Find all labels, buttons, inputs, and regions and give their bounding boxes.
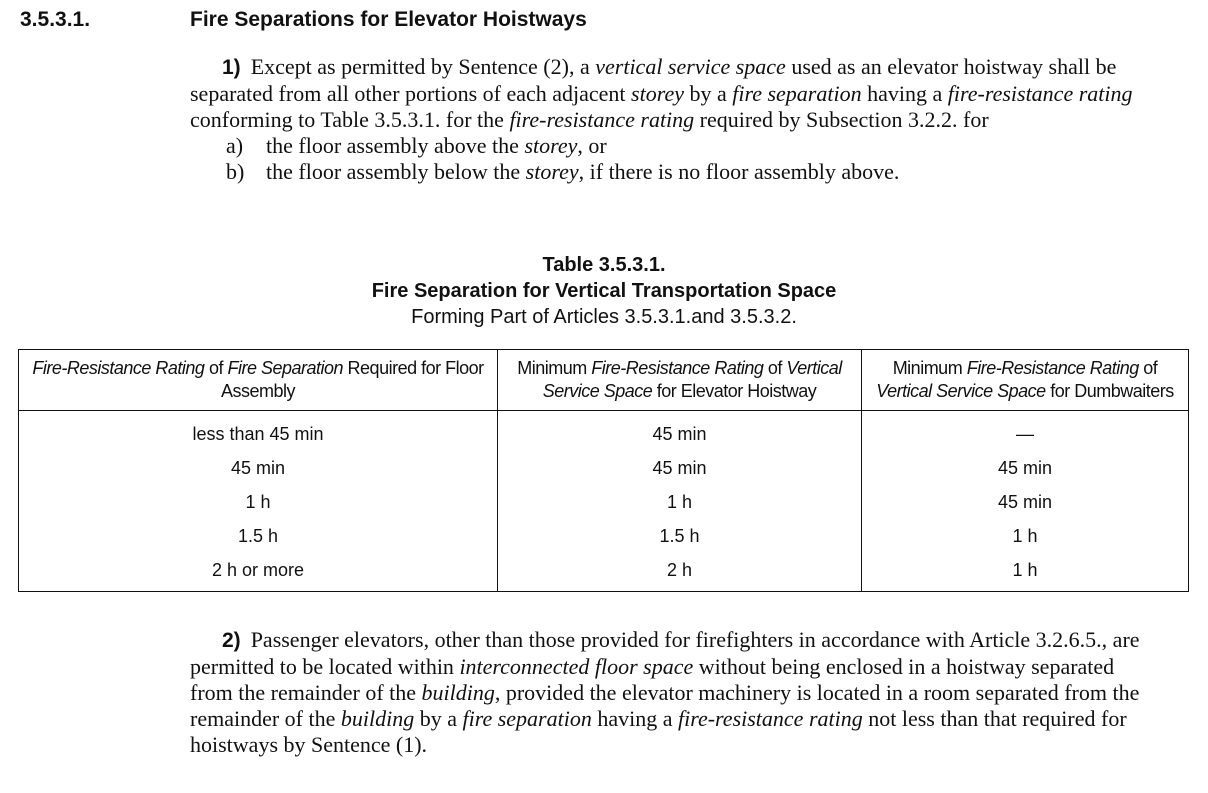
sentence-1-text: by a [683,81,733,106]
fire-separation-table [18,349,1189,592]
column-header-floor-assembly: Fire-Resistance Rating of Fire Separation Required for Floor Assembly [19,350,498,411]
defined-term: storey [525,159,579,184]
sentence-2-text: by a [414,706,463,731]
table-number: Table 3.5.3.1. [542,254,666,276]
sentence-2-text: , provided the elevator machinery is located in a room separated from the remainder of the [190,680,1140,731]
defined-term: fire-resistance rating [947,81,1133,106]
sentence-1-text: conforming to Table 3.5.3.1. for the [190,107,510,132]
sentence-1-text: required by Subsection 3.2.2. for [694,107,989,132]
table-cell: 1 h [862,519,1189,553]
table-cell: — [862,411,1189,452]
table-row [19,411,1189,452]
sentence-2-text: not less than that required for hoistways by Sentence (1). [190,706,1127,757]
clause-b-letter: b) [226,159,245,184]
sentence-1-text: Except as permitted by Sentence (2), a [250,54,596,79]
defined-term: fire separation [462,706,592,731]
sentence-1-text: having a [861,81,948,106]
table-cell: 1 h [498,485,862,519]
sentence-1-text: used as an elevator hoistway shall be separated from all other portions of each adjacent [190,54,1117,106]
sentence-1-number: 1) [222,56,241,79]
sentence-2-number: 2) [222,629,241,652]
defined-term: storey [631,81,684,106]
sentence-2-text: Passenger elevators, other than those provided for firefighters in accordance with Article 3.2.6.5., are permitted to be located within [190,627,1140,679]
defined-term: vertical service space [595,54,786,79]
table-row [19,553,1189,592]
sentence-2 [190,627,1150,758]
table-cell: 1 h [19,485,498,519]
table-row [19,485,1189,519]
table-cell: 45 min [862,485,1189,519]
article-title: Fire Separations for Elevator Hoistways [190,8,587,31]
clause-a [190,133,1150,159]
defined-term: fire-resistance rating [509,107,695,132]
table-cell: 1 h [862,553,1189,592]
defined-term: building [340,706,415,731]
table-row [19,519,1189,553]
clause-a-text: , or [577,133,607,158]
clause-a-letter: a) [226,133,244,158]
defined-term: fire separation [732,81,862,106]
table-row [19,451,1189,485]
table-cell: 45 min [862,451,1189,485]
defined-term: building [421,680,495,705]
table-cell: 45 min [498,411,862,452]
clause-b-text: the floor assembly below the [266,159,526,184]
defined-term: fire-resistance rating [678,706,863,731]
clause-a-text: the floor assembly above the [266,133,525,158]
table-caption [20,252,1188,330]
defined-term: storey [524,133,578,158]
table-subtitle: Forming Part of Articles 3.5.3.1.and 3.5.3.2. [411,306,797,328]
table-cell: 2 h [498,553,862,592]
table-title: Fire Separation for Vertical Transportation Space [371,280,837,302]
sentence-1 [190,54,1150,185]
table-cell: 45 min [19,451,498,485]
column-header-dumbwaiters: Minimum Fire-Resistance Rating of Vertical Service Space for Dumbwaiters [862,350,1189,411]
sentence-2-text: without being enclosed in a hoistway separated from the remainder of the [190,654,1115,705]
table-cell: less than 45 min [19,411,498,452]
defined-term: interconnected floor space [459,654,694,679]
clause-b [190,159,1150,185]
clause-b-text: , if there is no floor assembly above. [578,159,900,184]
column-header-elevator-hoistway: Minimum Fire-Resistance Rating of Vertical Service Space for Elevator Hoistway [498,350,862,411]
table-cell: 1.5 h [19,519,498,553]
table-cell: 2 h or more [19,553,498,592]
article-number: 3.5.3.1. [20,8,91,31]
table-cell: 1.5 h [498,519,862,553]
table-cell: 45 min [498,451,862,485]
table-header-row [19,350,1189,411]
sentence-2-text: having a [591,706,678,731]
